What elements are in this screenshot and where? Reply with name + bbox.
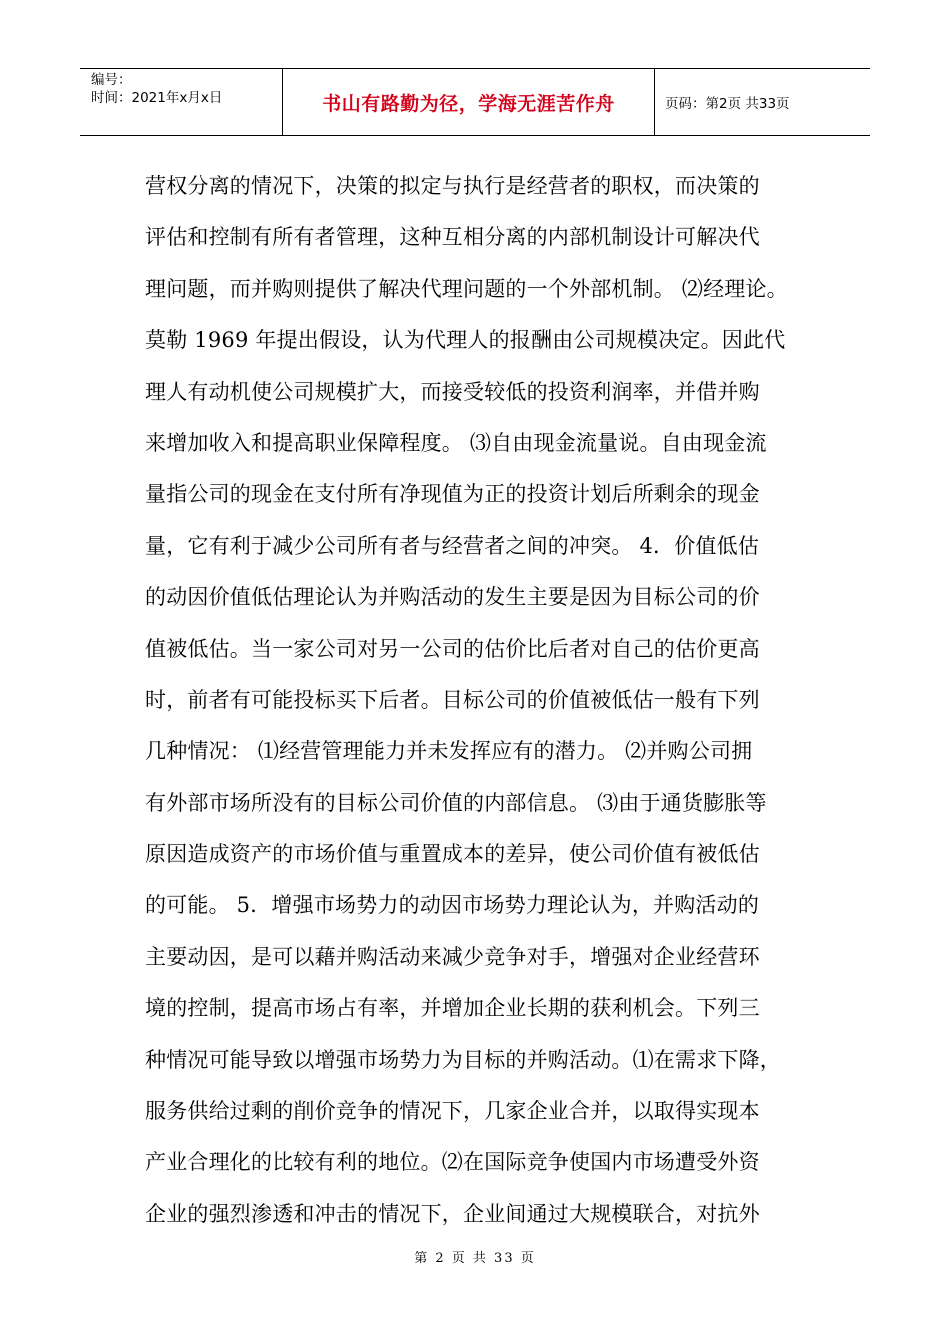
document-date-label: 时间：2021年x月x日 <box>91 90 223 106</box>
body-line: 产业合理化的比较有利的地位。⑵在国际竞争使国内市场遭受外资 <box>145 1150 760 1175</box>
body-line: 营权分离的情况下，决策的拟定与执行是经营者的职权，而决策的 <box>145 174 760 198</box>
body-line: 来增加收入和提高职业保障程度。 ⑶自由现金流量说。自由现金流 <box>145 430 767 455</box>
body-line: 主要动因，是可以藉并购活动来减少竞争对手，增强对企业经营环 <box>145 944 760 969</box>
body-line: 种情况可能导致以增强市场势力为目标的并购活动。⑴在需求下降， <box>145 1047 781 1072</box>
body-line: 莫勒 1969 年提出假设，认为代理人的报酬由公司规模决定。因此代 <box>145 328 786 353</box>
body-line: 有外部市场所没有的目标公司价值的内部信息。 ⑶由于通货膨胀等 <box>145 790 767 815</box>
body-line: 的动因价值低估理论认为并购活动的发生主要是因为目标公司的价 <box>145 585 760 610</box>
header-page-number: 页码：第2页 共33页 <box>665 96 790 112</box>
body-line: 几种情况： ⑴经营管理能力并未发挥应有的潜力。 ⑵并购公司拥 <box>145 739 753 764</box>
body-line: 理问题，而并购则提供了解决代理问题的一个外部机制。 ⑵经理论。 <box>145 276 788 301</box>
body-line: 评估和控制有所有者管理，这种互相分离的内部机制设计可解决代 <box>145 225 760 250</box>
body-line: 的可能。 5．增强市场势力的动因市场势力理论认为，并购活动的 <box>145 893 760 918</box>
document-body <box>145 163 825 1242</box>
header-meta <box>80 69 283 135</box>
body-line: 量指公司的现金在支付所有净现值为正的投资计划后所剩余的现金 <box>145 482 760 507</box>
body-line: 服务供给过剩的削价竞争的情况下，几家企业合并，以取得实现本 <box>145 1099 760 1124</box>
body-line: 时，前者有可能投标买下后者。目标公司的价值被低估一般有下列 <box>145 687 760 712</box>
body-line: 原因造成资产的市场价值与重置成本的差异，使公司价值有被低估 <box>145 842 760 867</box>
body-line: 值被低估。当一家公司对另一公司的估价比后者对自己的估价更高 <box>145 636 760 661</box>
body-line: 企业的强烈渗透和冲击的情况下，企业间通过大规模联合，对抗外 <box>145 1201 760 1226</box>
page-footer: 第 2 页 共 33 页 <box>414 1251 536 1266</box>
document-number-label: 编号： <box>91 72 132 88</box>
header-motto: 书山有路勤为径，学海无涯苦作舟 <box>283 69 655 135</box>
page-header <box>80 68 870 136</box>
body-line: 量，它有利于减少公司所有者与经营者之间的冲突。 4．价值低估 <box>145 533 760 558</box>
body-line: 境的控制，提高市场占有率，并增加企业长期的获利机会。下列三 <box>145 996 760 1021</box>
body-line: 理人有动机使公司规模扩大，而接受较低的投资利润率，并借并购 <box>145 379 760 404</box>
